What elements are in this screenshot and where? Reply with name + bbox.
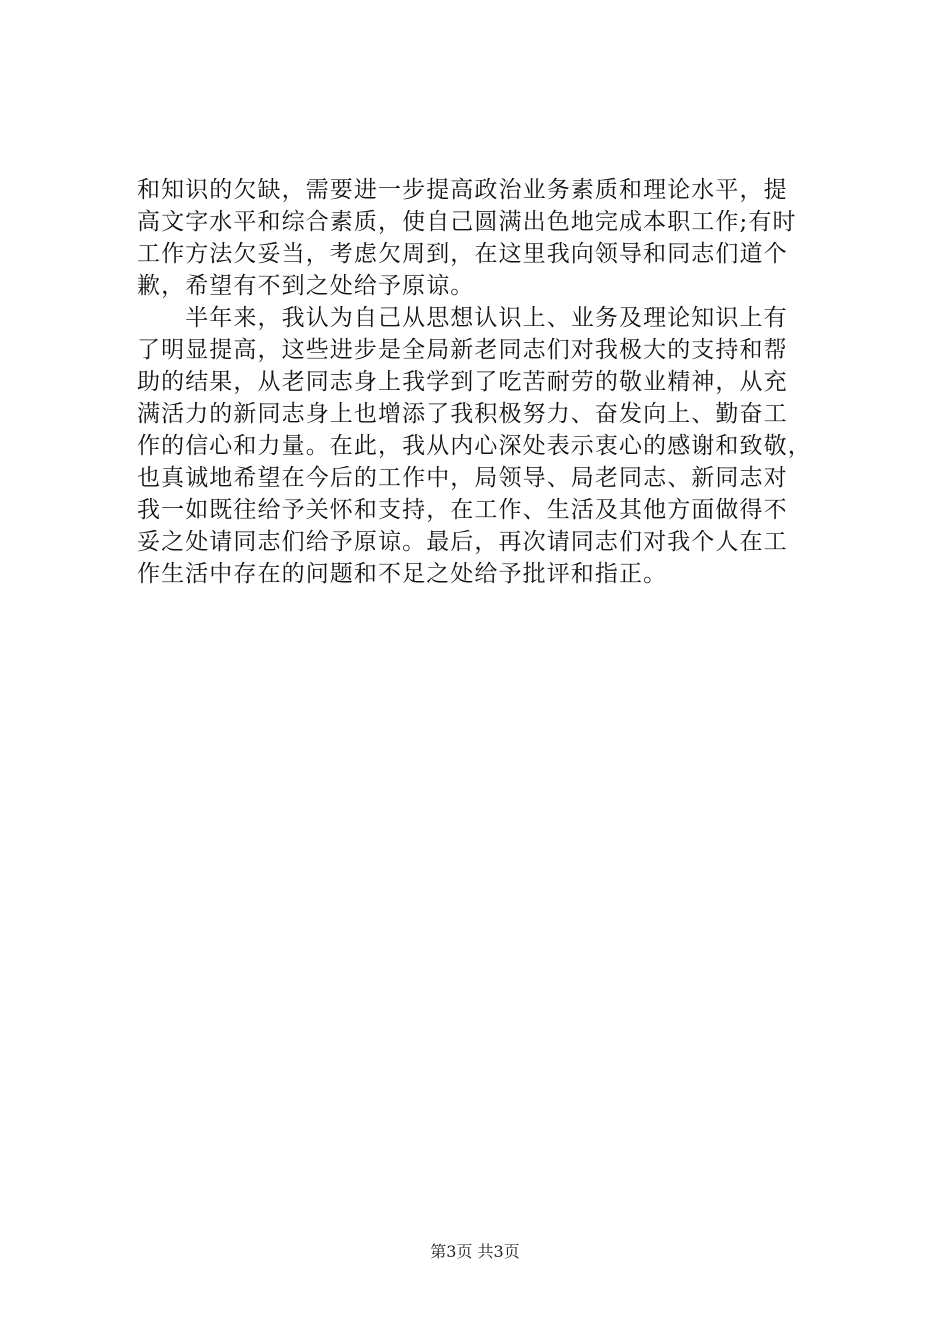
text-line: 助的结果，从老同志身上我学到了吃苦耐劳的敬业精神，从充 [137, 369, 788, 395]
body-text [137, 174, 827, 590]
text-line: 工作方法欠妥当，考虑欠周到，在这里我向领导和同志们道个 [137, 241, 788, 267]
text-line: 歉，希望有不到之处给予原谅。 [137, 273, 475, 299]
text-line: 和知识的欠缺，需要进一步提高政治业务素质和理论水平，提 [137, 177, 788, 203]
text-line: 也真诚地希望在今后的工作中，局领导、局老同志、新同志对 [137, 465, 788, 491]
text-line: 半年来，我认为自己从思想认识上、业务及理论知识上有 [137, 305, 788, 331]
page-footer [0, 1242, 950, 1262]
page-number-label: 第3页 共3页 [430, 1242, 520, 1261]
text-line: 了明显提高，这些进步是全局新老同志们对我极大的支持和帮 [137, 337, 788, 363]
text-line: 我一如既往给予关怀和支持，在工作、生活及其他方面做得不 [137, 497, 788, 523]
text-line: 作生活中存在的问题和不足之处给予批评和指正。 [137, 561, 668, 587]
text-line: 妥之处请同志们给予原谅。最后，再次请同志们对我个人在工 [137, 529, 788, 555]
text-line: 作的信心和力量。在此，我从内心深处表示衷心的感谢和致敬， [137, 433, 812, 459]
text-line: 满活力的新同志身上也增添了我积极努力、奋发向上、勤奋工 [137, 401, 788, 427]
text-line: 高文字水平和综合素质，使自己圆满出色地完成本职工作;有时 [137, 209, 797, 235]
